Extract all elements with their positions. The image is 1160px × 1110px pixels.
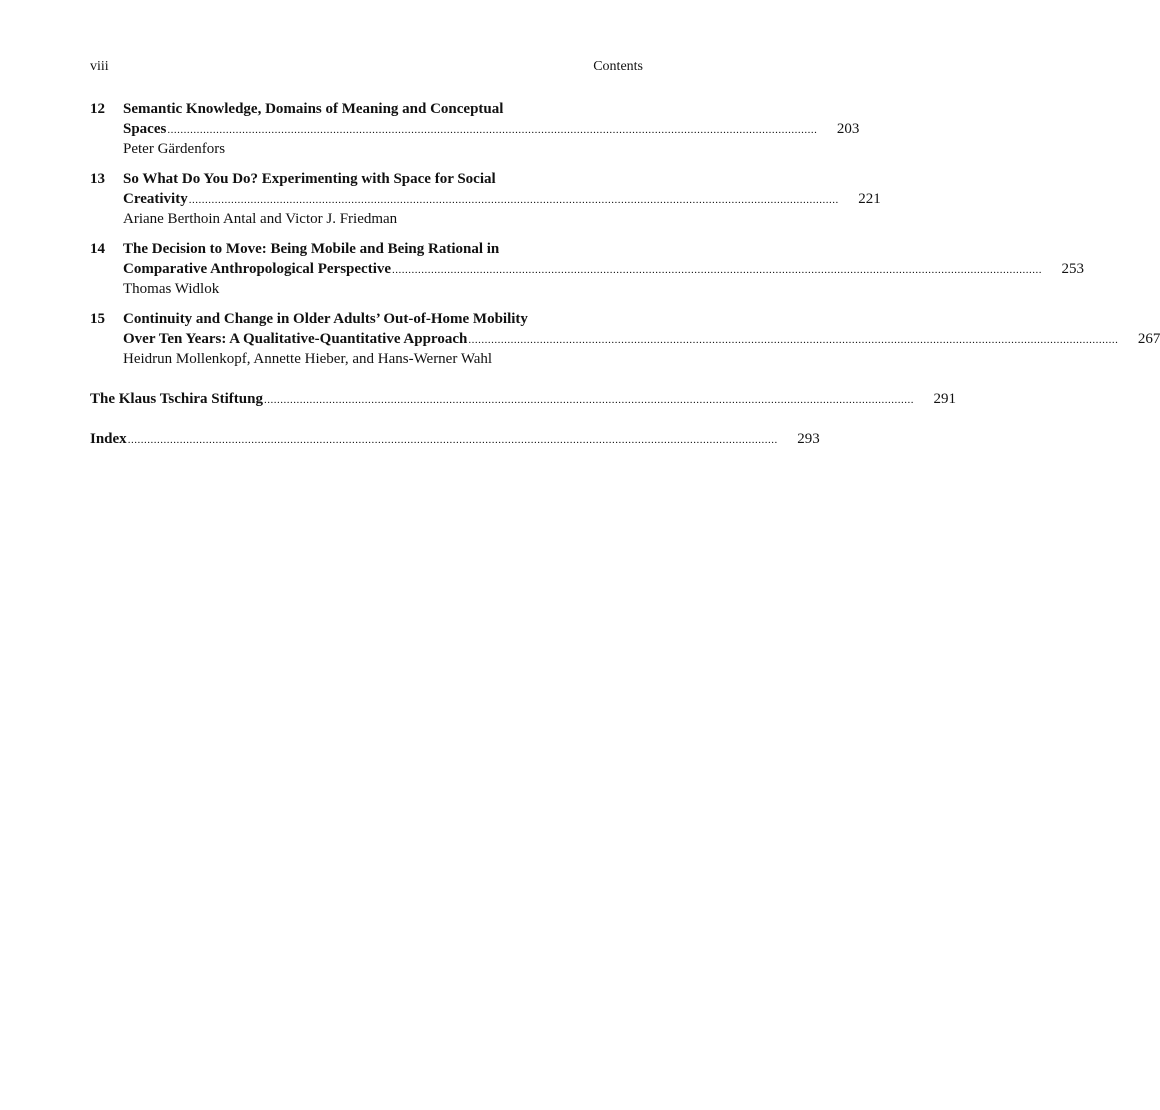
backmatter-page: 291: [933, 391, 956, 407]
toc-entry-klaus-tschira[interactable]: [90, 389, 956, 409]
chapter-title-line2: Creativity: [123, 191, 188, 207]
chapter-authors: Thomas Widlok: [123, 281, 220, 297]
dot-leader: ........................................................................................................................................................................................................: [468, 334, 1119, 346]
chapter-title-line1: Continuity and Change in Older Adults’ Out-of-Home Mobility: [123, 311, 528, 327]
toc-entry-index[interactable]: [90, 429, 820, 449]
running-head: [90, 58, 643, 76]
chapter-page: 253: [1061, 261, 1085, 277]
toc-entry-12[interactable]: [90, 99, 860, 159]
chapter-number: 15: [90, 311, 105, 327]
backmatter-page: 293: [797, 431, 820, 447]
toc-entry-15[interactable]: [90, 309, 1160, 369]
toc-entry-14[interactable]: [90, 239, 1085, 299]
chapter-authors: Heidrun Mollenkopf, Annette Hieber, and Hans-Werner Wahl: [123, 351, 493, 367]
chapter-title-line2: Spaces: [123, 121, 167, 137]
dot-leader: ........................................................................................................................................................................................................: [392, 264, 1043, 276]
dot-leader: ........................................................................................................................................................................................................: [188, 194, 839, 206]
chapter-authors: Peter Gärdenfors: [123, 141, 226, 157]
running-title: Contents: [593, 59, 643, 74]
chapter-number: 12: [90, 101, 105, 117]
toc-entry-13[interactable]: [90, 169, 881, 229]
chapter-number: 14: [90, 241, 105, 257]
chapter-title-line1: So What Do You Do? Experimenting with Space for Social: [123, 171, 496, 187]
chapter-page: 203: [836, 121, 860, 137]
chapter-number: 13: [90, 171, 105, 187]
chapter-title-line2: Comparative Anthropological Perspective: [123, 261, 392, 277]
chapter-page: 221: [858, 191, 881, 207]
dot-leader: ........................................................................................................................................................................................................: [263, 394, 914, 406]
page-number: viii: [90, 59, 109, 74]
dot-leader: ........................................................................................................................................................................................................: [127, 434, 778, 446]
chapter-authors: Ariane Berthoin Antal and Victor J. Friedman: [123, 211, 398, 227]
chapter-title-line1: Semantic Knowledge, Domains of Meaning and Conceptual: [123, 101, 504, 117]
dot-leader: ........................................................................................................................................................................................................: [167, 124, 818, 136]
backmatter-title: Index: [90, 431, 127, 447]
chapter-title-line2: Over Ten Years: A Qualitative-Quantitative Approach: [123, 331, 468, 347]
chapter-title-line1: The Decision to Move: Being Mobile and Being Rational in: [123, 241, 500, 257]
chapter-page: 267: [1137, 331, 1160, 347]
backmatter-title: The Klaus Tschira Stiftung: [90, 391, 263, 407]
